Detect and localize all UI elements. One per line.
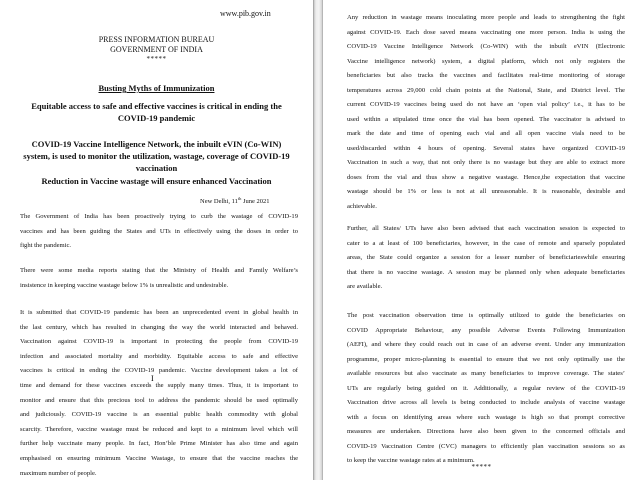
government-title: GOVERNMENT OF INDIA	[110, 45, 203, 54]
text-line: mark the date and time of opening each vial and all open vaccine vials need to be	[347, 130, 625, 137]
text-line: Further, all States/ UTs have also been advised that each vaccination session is expected to	[347, 225, 625, 232]
headline-line-1	[0, 139, 313, 149]
left-paragraph-1	[20, 210, 298, 254]
end-stars: *****	[471, 463, 492, 471]
text-line: COVID-19 Vaccination Centre (CVC) managers to efficiently plan vaccination sessions so as	[347, 442, 625, 450]
text-line: that there is no vaccine wastage. A session may be planned only when adequate beneficiaries	[347, 268, 625, 276]
pib-url: www.pib.gov.in	[220, 9, 271, 18]
text-line: vaccines and has been guiding the States and UTs in effectively using the doses in order to	[20, 227, 298, 235]
text-line: are available.	[347, 283, 383, 290]
text-line: available resources but also vaccinate as many beneficiaries to improve coverage. The states’	[347, 370, 625, 377]
right-paragraph-3	[347, 309, 625, 469]
headline-line-3: vaccination	[135, 163, 178, 173]
date-prefix: New Delhi, 11	[200, 198, 238, 206]
text-line: against COVID-19. Each dose saved means vaccinating one more person. India is using the	[347, 28, 625, 36]
text-line: COVID Appropriate Behaviour, any possible Adverse Events Following Immunization	[347, 326, 625, 334]
text-line: maximum number of people.	[20, 469, 97, 477]
text-line: used/discarded within 4 hours of opening. Several states have organized COVID-19	[347, 144, 625, 152]
page-gutter-divider	[313, 0, 323, 480]
date-suffix-sup: th	[237, 196, 242, 201]
date-suffix: June 2021	[241, 198, 270, 206]
text-line: emphasised on ensuring minimum Vaccine Wastage, to ensure that the vaccine reaches the	[20, 454, 298, 462]
text-line: programme, proper micro-planning is essential to ensure that we not only optimally use the	[347, 355, 625, 363]
subtitle-line-2: COVID-19 pandemic	[117, 113, 196, 123]
text-line: with a focus on identifying areas where such wastage is high so that prompt corrective	[347, 413, 625, 421]
header-stars: *****	[146, 55, 167, 63]
text-line: to keep the vaccine wastage rates at a minimum.	[347, 457, 475, 464]
text-line: wastage should be 1% or less is not at all unreasonable. It is reasonable, desirable and	[347, 188, 625, 195]
text-line: scarcity. Therefore, vaccine wastage must be reduced and kept to a minimum level which will	[20, 425, 298, 433]
text-line: fight the pandemic.	[20, 242, 72, 250]
text-line: vaccines is critical in ending the COVID-19 pandemic. Vaccine development takes a lot of	[20, 367, 298, 375]
release-date	[200, 196, 270, 205]
text-line: achievable.	[347, 202, 377, 210]
text-cursor-icon: I	[151, 374, 154, 383]
text-line: temperatures across 29,000 cold chain points at the National, State, and District level. The	[347, 86, 625, 94]
text-line: Vaccination in such a way, that not only there is no wastage but they are able to extract more	[347, 159, 625, 166]
text-line: current COVID-19 vaccines being used do not have an ‘open vial policy’ i.e., it has to be	[347, 101, 625, 108]
headline-line-2: system, is used to monitor the utilization, wastage, coverage of COVID-19	[23, 151, 290, 161]
text-line: doses from the vial and thus show a negative wastage. Hence,the expectation that vaccine	[347, 173, 625, 181]
text-line: There were some media reports stating that the Ministry of Health and Family Welfare’s	[20, 267, 298, 274]
text-line: COVID-19 Vaccine Intelligence Network (Co-WIN) with the inbuilt eVIN (Electronic	[347, 43, 625, 50]
text-line: Any reduction in wastage means inoculating more people and leads to strengthening the fight	[347, 14, 625, 21]
text-line: It is submitted that COVID-19 pandemic has been an unprecedented event in global health in	[20, 309, 298, 316]
text-line: monitor and ensure that this precious tool to address the pandemic should be used optimally	[20, 396, 298, 404]
busting-myths-heading: Busting Myths of Immunization	[98, 83, 215, 93]
left-paragraph-3	[20, 306, 298, 480]
text-line: time and demand for these vaccines exceeds the supply many times. Thus, it is important to	[20, 381, 298, 389]
text-line: Vaccine intelligence network) system, a digital platform, which not only registers the	[347, 57, 625, 65]
text-line: beneficiaries but also tracks the vaccines and facilitates real-time monitoring of storage	[347, 72, 625, 79]
document-page-left	[0, 0, 313, 480]
text-line: the last century, which has resulted in changing the way the world interacted and behaved.	[20, 323, 298, 331]
headline-line-4: Reduction in Vaccine wastage will ensure enhanced Vaccination	[41, 176, 272, 186]
text-line: used within a stipulated time once the vial has been opened. The vaccinator is advised to	[347, 115, 625, 123]
document-page-right	[323, 0, 640, 480]
text-line: Vaccination drive across all levels is being conducted to include analysis of vaccine wastage	[347, 399, 625, 406]
text-line: infection and associated mortality and morbidity. Equitable access to safe and effective	[20, 352, 298, 360]
text-line: further help vaccinate many people. In fact, Hon’ble Prime Minister has also time and again	[20, 440, 298, 448]
text-line: The post vaccination observation time is optimally utilized to guide the beneficiaries on	[347, 312, 625, 319]
text-line: insistence in keeping vaccine wastage below 1% is unrealistic and undesirable.	[20, 281, 229, 289]
text-line: cater to a at least of 100 beneficiaries, however, in the case of remote and sparsely populated	[347, 239, 625, 247]
text-line: areas, the State could organize a session for a lesser number of beneficiarieswhile ensuring	[347, 254, 625, 261]
text-line: and judiciously. COVID-19 vaccine is an essential public health commodity with global	[20, 411, 298, 419]
right-paragraph-1	[347, 11, 625, 214]
text-line: The Government of India has been proactively trying to curb the wastage of COVID-19	[20, 213, 298, 220]
subtitle-line-1: Equitable access to safe and effective vaccines is critical in ending the	[31, 101, 282, 111]
right-paragraph-2	[347, 222, 625, 295]
text-line: measures are undertaken. Directions have also been given to the concerned officials and	[347, 428, 625, 435]
headline-line-1-text: COVID-19 Vaccine Intelligence Network, the inbuilt eVIN (Co-WIN)	[31, 139, 282, 149]
text-line: UTs are regularly being guided on it. Additionally, a regular review of the COVID-19	[347, 384, 625, 392]
left-paragraph-2	[20, 264, 298, 293]
text-line: Vaccination against COVID-19 is important in protecting the people from COVID-19	[20, 338, 298, 346]
bureau-title: PRESS INFORMATION BUREAU	[98, 35, 215, 44]
text-line: (AEFI), and where they could reach out in case of an adverse event. Under any immunization	[347, 341, 625, 348]
